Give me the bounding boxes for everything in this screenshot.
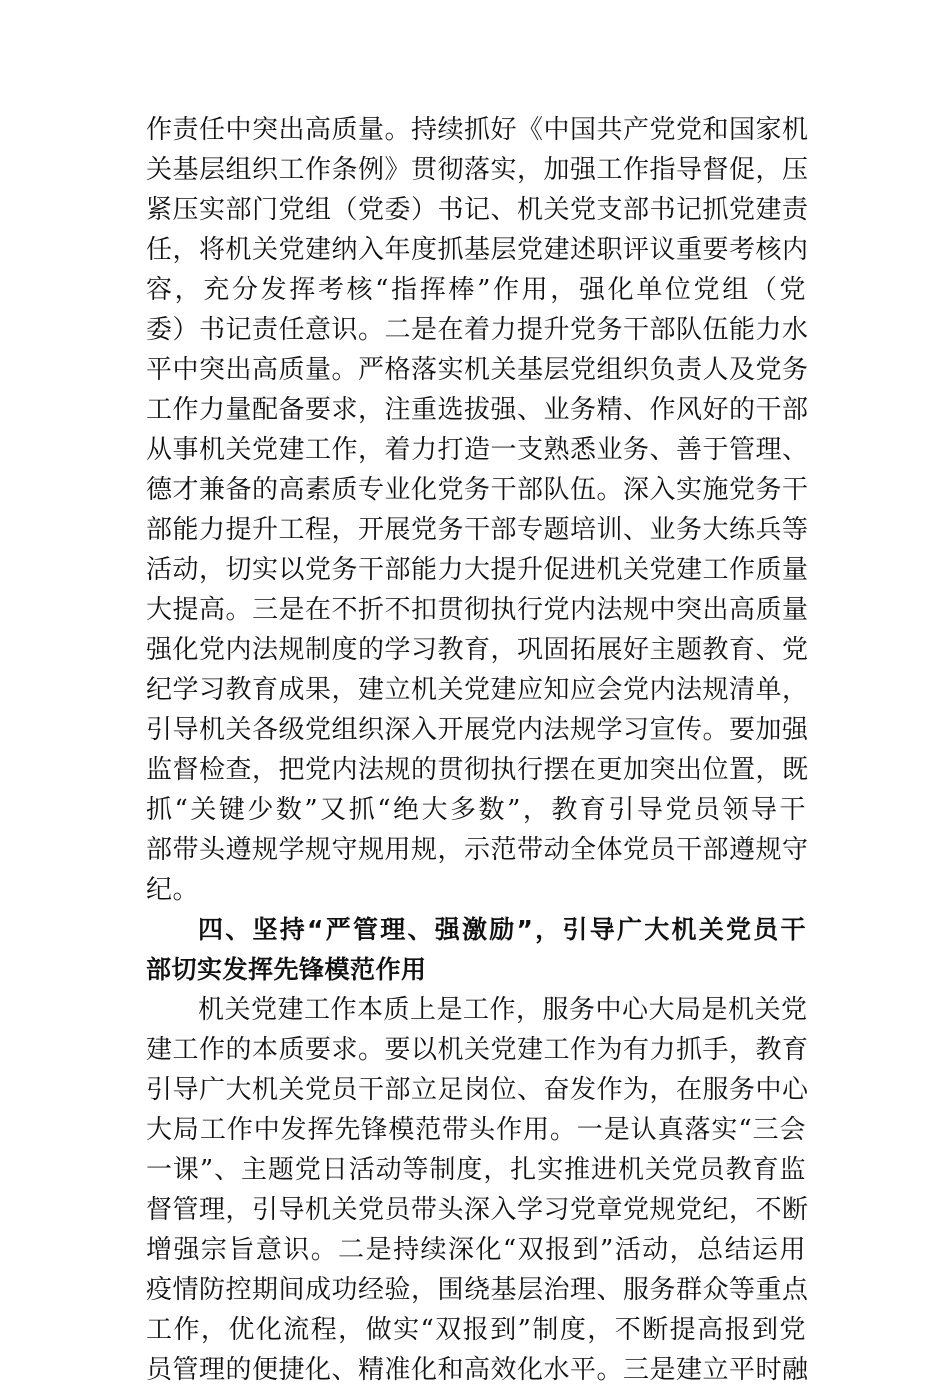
text-line: 大提高。三是在不折不扣贯彻执行党内法规中突出高质量 — [146, 595, 809, 625]
section-heading — [146, 910, 806, 990]
text-line: 工作力量配备要求，注重选拔强、业务精、作风好的干部 — [146, 395, 809, 425]
heading-line: 四、坚持“严管理、强激励”，引导广大机关党员干 — [198, 915, 806, 944]
text-line: 纪学习教育成果，建立机关党建应知应会党内法规清单， — [146, 675, 809, 705]
text-line: 平中突出高质量。严格落实机关基层党组织负责人及党务 — [146, 355, 809, 385]
text-line: 活动，切实以党务干部能力大提升促进机关党建工作质量 — [146, 555, 809, 585]
heading-line: 部切实发挥先锋模范作用 — [146, 955, 427, 984]
text-line: 任，将机关党建纳入年度抓基层党建述职评议重要考核内 — [146, 235, 809, 265]
text-line: 作责任中突出高质量。持续抓好《中国共产党党和国家机 — [146, 115, 809, 145]
text-line: 监督检查，把党内法规的贯彻执行摆在更加突出位置，既 — [146, 755, 809, 785]
text-line: 疫情防控期间成功经验，围绕基层治理、服务群众等重点 — [146, 1275, 809, 1305]
text-line: 抓“关键少数”又抓“绝大多数”，教育引导党员领导干 — [146, 795, 806, 825]
text-line: 紧压实部门党组（党委）书记、机关党支部书记抓党建责 — [146, 195, 809, 225]
text-line: 机关党建工作本质上是工作，服务中心大局是机关党 — [198, 995, 808, 1025]
text-line: 强化党内法规制度的学习教育，巩固拓展好主题教育、党 — [146, 635, 809, 665]
paragraph-continued — [146, 110, 809, 910]
text-line: 大局工作中发挥先锋模范带头作用。一是认真落实“三会 — [146, 1115, 806, 1145]
text-line: 关基层组织工作条例》贯彻落实，加强工作指导督促，压 — [146, 155, 809, 185]
text-line: 部带头遵规学规守规用规，示范带动全体党员干部遵规守 — [146, 835, 809, 865]
text-line: 委）书记责任意识。二是在着力提升党务干部队伍能力水 — [146, 315, 809, 345]
text-line: 督管理，引导机关党员带头深入学习党章党规党纪，不断 — [146, 1195, 809, 1225]
text-line: 德才兼备的高素质专业化党务干部队伍。深入实施党务干 — [146, 475, 809, 505]
text-line: 建工作的本质要求。要以机关党建工作为有力抓手，教育 — [146, 1035, 809, 1065]
document-body — [146, 110, 809, 1390]
text-line: 引导广大机关党员干部立足岗位、奋发作为，在服务中心 — [146, 1075, 809, 1105]
text-line: 一课”、主题党日活动等制度，扎实推进机关党员教育监 — [146, 1155, 806, 1185]
text-line: 部能力提升工程，开展党务干部专题培训、业务大练兵等 — [146, 515, 809, 545]
text-line: 员管理的便捷化、精准化和高效化水平。三是建立平时融 — [146, 1355, 809, 1385]
text-line: 纪。 — [146, 875, 200, 905]
paragraph — [146, 990, 809, 1390]
text-line: 从事机关党建工作，着力打造一支熟悉业务、善于管理、 — [146, 435, 809, 465]
text-line: 引导机关各级党组织深入开展党内法规学习宣传。要加强 — [146, 715, 809, 745]
text-line: 工作，优化流程，做实“双报到”制度，不断提高报到党 — [146, 1315, 806, 1345]
text-line: 容，充分发挥考核“指挥棒”作用，强化单位党组（党 — [146, 275, 806, 305]
text-line: 增强宗旨意识。二是持续深化“双报到”活动，总结运用 — [146, 1235, 806, 1265]
